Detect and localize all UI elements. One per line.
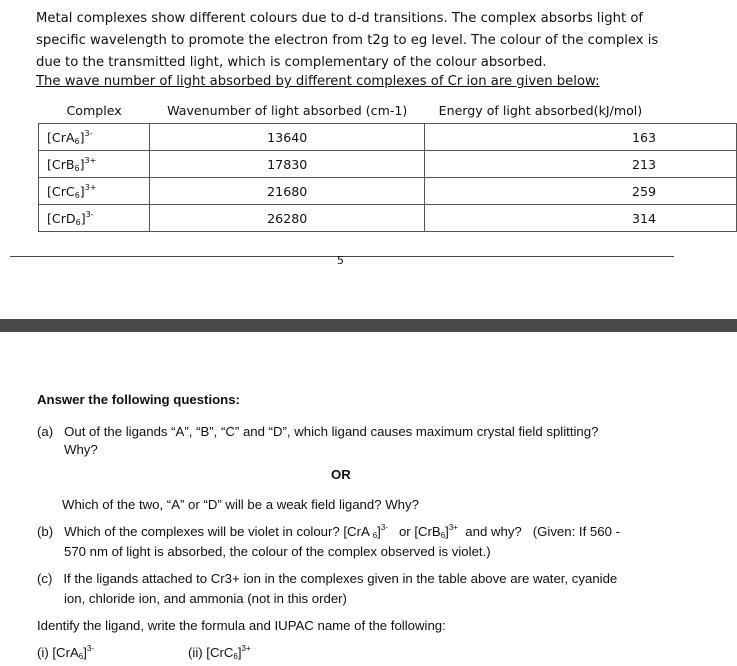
header-energy: Energy of light absorbed(kJ/mol) — [438, 103, 643, 118]
energy-cell: 163 — [425, 124, 737, 151]
wavenumber-cell: 17830 — [150, 151, 425, 178]
table-row — [39, 205, 737, 232]
identify-instruction: Identify the ligand, write the formula and IUPAC name of the following: — [37, 618, 446, 633]
questions-heading: Answer the following questions: — [37, 392, 240, 407]
table-row — [39, 151, 737, 178]
item-i: (i) $[CrA_6]^{3-}$ — [37, 644, 95, 661]
wavenumber-cell: 13640 — [150, 124, 425, 151]
energy-cell: 259 — [425, 178, 737, 205]
complex-cell: $[CrA_6]^{3-}$ — [39, 124, 150, 151]
wavenumber-cell: 21680 — [150, 178, 425, 205]
table-row — [39, 178, 737, 205]
question-c: (c) If the ligands attached to Cr3+ ion in the complexes given in the table above are water, cyanide — [37, 571, 618, 586]
wavenumber-cell: 26280 — [150, 205, 425, 232]
question-alternative: Which of the two, “A” or “D” will be a weak field ligand? Why? — [62, 497, 419, 512]
question-c-line2: ion, chloride ion, and ammonia (not in this order) — [64, 591, 347, 606]
complex-cell: $[CrD_6]^{3-}$ — [39, 205, 150, 232]
question-a-text: Out of the ligands “A”, “B”, “C” and “D”, which ligand causes maximum crystal field splitting? — [64, 424, 599, 439]
table-row — [39, 124, 737, 151]
question-a — [37, 422, 598, 442]
question-b: (b) Which of the complexes will be violet in colour? [CrA $_6$]$^{3-}$ or $[CrB_6]^{3+}$ and why? (Given: If 560 - — [37, 523, 620, 540]
intro-paragraph: Metal complexes show different colours due to d-d transitions. The complex absorbs light of specific wavelength to promote the electron from t2g to eg level. The colour of the complex is due to the transmitted light, which is complementary of the colour absorbed. — [36, 11, 659, 70]
header-wavenumber: Wavenumber of light absorbed (cm-1) — [167, 103, 408, 118]
item-ii: (ii) $[CrC_6]^{3+}$ — [188, 644, 251, 661]
table-caption: The wave number of light absorbed by different complexes of Cr ion are given below: — [36, 74, 600, 89]
complex-cell: $[CrB_6]^{3+}$ — [39, 151, 150, 178]
question-b-line2: 570 nm of light is absorbed, the colour of the complex observed is violet.) — [64, 544, 491, 559]
header-complex: Complex — [66, 103, 122, 118]
question-a-label: (a) — [37, 424, 54, 439]
question-a-line2: Why? — [64, 442, 98, 457]
page-number: 5 — [337, 254, 344, 267]
or-separator: OR — [331, 467, 351, 482]
energy-cell: 314 — [425, 205, 737, 232]
complex-cell: $[CrC_6]^{3+}$ — [39, 178, 150, 205]
page-break-band — [0, 319, 737, 332]
complex-table — [38, 98, 737, 232]
table-header-row — [39, 98, 737, 124]
energy-cell: 213 — [425, 151, 737, 178]
